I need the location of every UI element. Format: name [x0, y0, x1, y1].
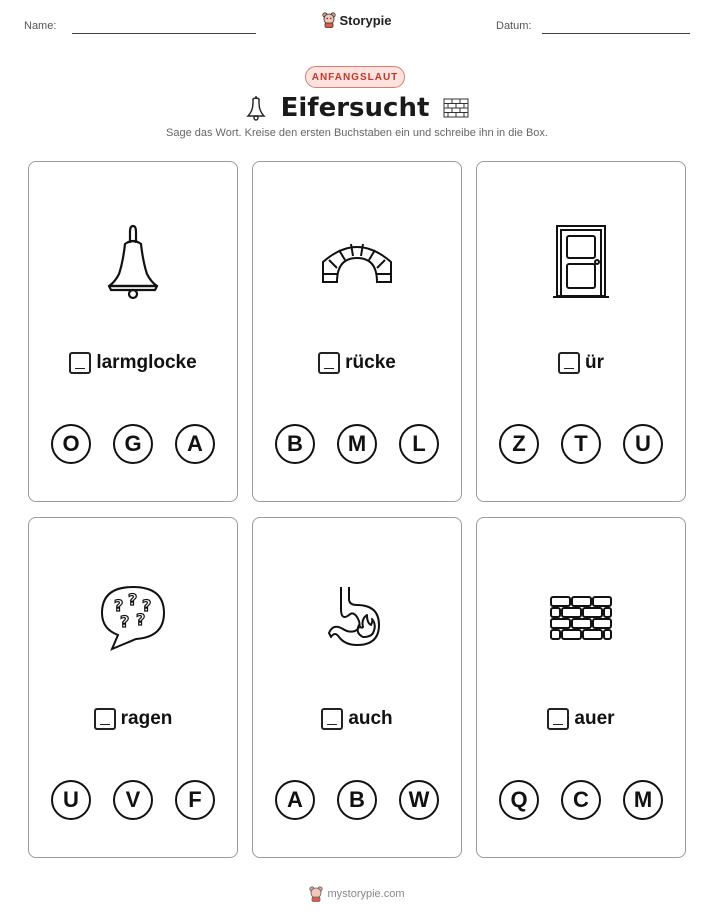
- letter-choices: [477, 424, 685, 466]
- word-card: [252, 517, 462, 858]
- letter-choice[interactable]: U: [623, 424, 663, 464]
- letter-choice[interactable]: Q: [499, 780, 539, 820]
- letter-choice[interactable]: V: [113, 780, 153, 820]
- svg-text:?: ?: [128, 590, 138, 609]
- svg-text:?: ?: [142, 596, 152, 615]
- letter-choice[interactable]: M: [623, 780, 663, 820]
- word-card: [252, 161, 462, 502]
- letter-choices: [253, 424, 461, 466]
- page-title: Eifersucht: [280, 93, 430, 123]
- letter-choice[interactable]: A: [175, 424, 215, 464]
- word-row: [477, 704, 685, 734]
- stomach-fire-icon: [327, 585, 387, 651]
- bear-mascot-icon: [322, 12, 336, 28]
- letter-choice[interactable]: G: [113, 424, 153, 464]
- word-card: [476, 517, 686, 858]
- word-row: [29, 704, 237, 734]
- letter-choice[interactable]: Z: [499, 424, 539, 464]
- word-row: [29, 348, 237, 378]
- bell-icon: [103, 222, 163, 302]
- brand-name: Storypie: [339, 12, 392, 28]
- word-card: [476, 161, 686, 502]
- letter-choice[interactable]: O: [51, 424, 91, 464]
- letter-choice[interactable]: W: [399, 780, 439, 820]
- word-row: [253, 704, 461, 734]
- answer-box[interactable]: [558, 352, 580, 374]
- answer-box[interactable]: [69, 352, 91, 374]
- letter-choices: [29, 780, 237, 822]
- bridge-icon: [321, 238, 393, 286]
- svg-text:?: ?: [120, 612, 130, 631]
- svg-text:?: ?: [114, 596, 124, 615]
- brand-logo: [0, 12, 714, 33]
- letter-choice[interactable]: U: [51, 780, 91, 820]
- question-speech-bubble-icon: [98, 583, 168, 653]
- brick-wall-icon: [549, 595, 613, 641]
- word-rest: ür: [585, 352, 604, 373]
- letter-choices: [477, 780, 685, 822]
- bear-mascot-icon: [309, 886, 323, 902]
- word-rest: auch: [348, 708, 393, 729]
- word-rest: rücke: [345, 352, 396, 373]
- footer: [0, 886, 714, 907]
- date-field[interactable]: [542, 33, 690, 34]
- name-label: Name:: [24, 20, 57, 32]
- word-rest: auer: [574, 708, 615, 729]
- name-field[interactable]: [72, 33, 256, 34]
- brick-wall-icon: [443, 98, 469, 118]
- letter-choices: [253, 780, 461, 822]
- letter-choice[interactable]: C: [561, 780, 601, 820]
- date-label: Datum:: [496, 20, 532, 32]
- answer-box[interactable]: [318, 352, 340, 374]
- door-icon: [551, 224, 611, 300]
- letter-choices: [29, 424, 237, 466]
- word-card: [28, 517, 238, 858]
- letter-choice[interactable]: F: [175, 780, 215, 820]
- word-rest: larmglocke: [96, 352, 197, 373]
- word-rest: ragen: [120, 708, 173, 729]
- answer-box[interactable]: [547, 708, 569, 730]
- letter-choice[interactable]: B: [275, 424, 315, 464]
- word-row: [477, 348, 685, 378]
- title-row: [0, 90, 714, 126]
- bell-icon: [245, 93, 267, 123]
- letter-choice[interactable]: L: [399, 424, 439, 464]
- letter-choice[interactable]: A: [275, 780, 315, 820]
- answer-box[interactable]: [94, 708, 116, 730]
- word-row: [253, 348, 461, 378]
- footer-site: mystorypie.com: [327, 888, 405, 900]
- letter-choice[interactable]: T: [561, 424, 601, 464]
- answer-box[interactable]: [321, 708, 343, 730]
- letter-choice[interactable]: B: [337, 780, 377, 820]
- category-badge: ANFANGSLAUT: [305, 66, 405, 88]
- word-card: [28, 161, 238, 502]
- letter-choice[interactable]: M: [337, 424, 377, 464]
- svg-text:?: ?: [136, 610, 146, 629]
- instruction-text: Sage das Wort. Kreise den ersten Buchstaben ein und schreibe ihn in die Box.: [166, 127, 548, 139]
